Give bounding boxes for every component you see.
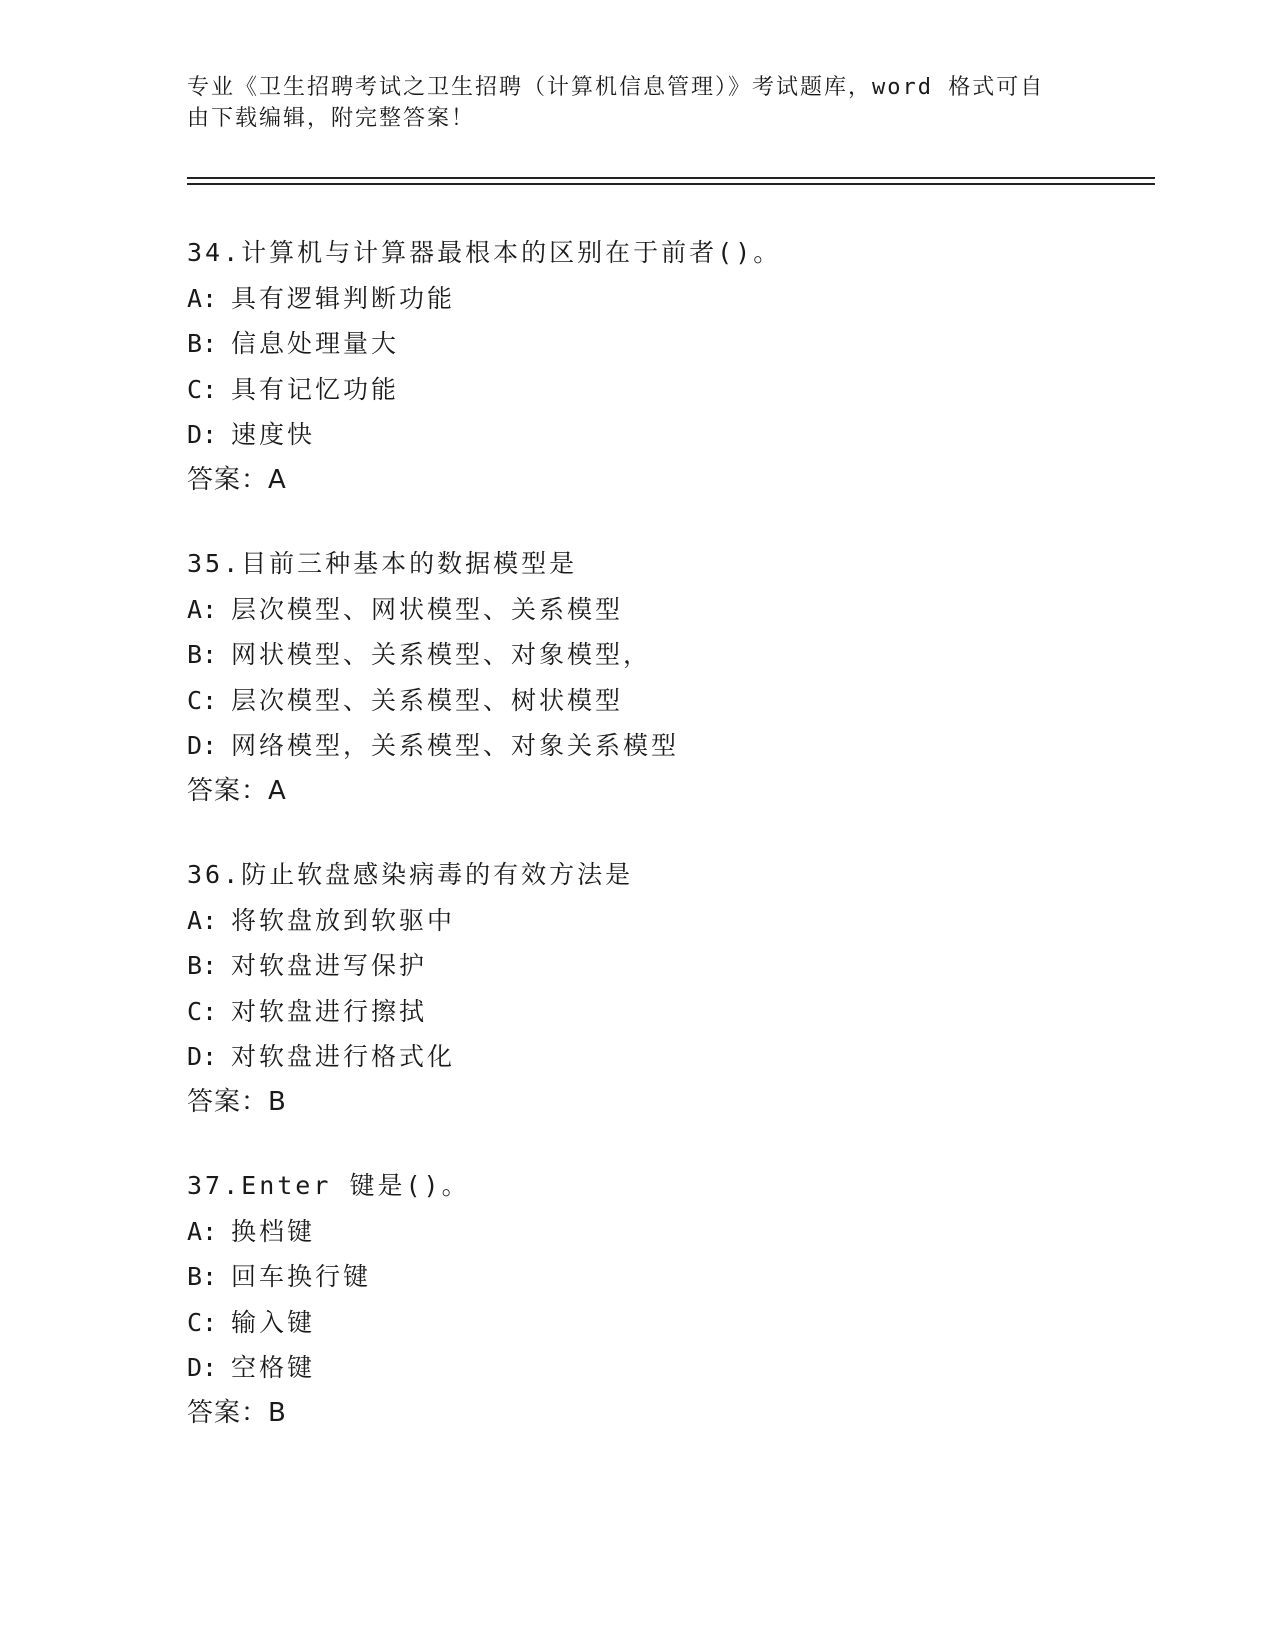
option-key: D: [187, 731, 218, 760]
option-text: 具有逻辑判断功能 [231, 283, 456, 313]
option-text: 层次模型、关系模型、树状模型 [231, 685, 624, 715]
question-title: 35.目前三种基本的数据模型是 [187, 549, 578, 578]
question-list [187, 230, 1147, 1474]
option-key: C: [187, 374, 218, 404]
option-key: B: [187, 329, 218, 358]
option-b [187, 943, 1147, 989]
question-title: 37.Enter 键是()。 [187, 1171, 470, 1200]
answer-line: 答案：A [187, 464, 287, 495]
option-text: 速度快 [231, 420, 316, 449]
option-text: 将软盘放到软驱中 [231, 905, 456, 935]
option-text: 网络模型，关系模型、对象关系模型 [231, 731, 680, 760]
option-key: B: [187, 951, 218, 980]
option-text: 空格键 [231, 1353, 316, 1382]
option-text: 对软盘进行擦拭 [231, 996, 428, 1026]
option-text: 回车换行键 [231, 1262, 372, 1291]
option-b [187, 321, 1147, 367]
option-c [187, 1300, 1147, 1346]
option-key: C: [187, 685, 218, 715]
option-b [187, 1254, 1147, 1300]
option-key: A: [187, 283, 218, 313]
option-text: 对软盘进行格式化 [231, 1042, 456, 1071]
document-header [187, 72, 1067, 134]
option-d [187, 1345, 1147, 1391]
option-a [187, 898, 1147, 944]
option-a [187, 276, 1147, 322]
option-a [187, 587, 1147, 633]
answer-line: 答案：A [187, 775, 287, 806]
header-divider-top [187, 177, 1155, 179]
question-36 [187, 852, 1147, 1125]
option-key: D: [187, 420, 218, 449]
option-key: C: [187, 996, 218, 1026]
answer-line: 答案：B [187, 1086, 287, 1117]
header-line-2: 由下载编辑，附完整答案！ [187, 106, 476, 131]
header-line-1: 专业《卫生招聘考试之卫生招聘（计算机信息管理）》考试题库，word 格式可自 [187, 75, 1045, 100]
option-text: 对软盘进写保护 [231, 951, 428, 980]
option-key: D: [187, 1042, 218, 1071]
option-d [187, 723, 1147, 769]
option-key: C: [187, 1307, 218, 1337]
header-divider-bottom [187, 183, 1155, 185]
option-d [187, 1034, 1147, 1080]
option-text: 层次模型、网状模型、关系模型 [231, 594, 624, 624]
option-text: 换档键 [231, 1216, 316, 1246]
option-text: 信息处理量大 [231, 329, 400, 358]
option-text: 输入键 [231, 1307, 316, 1337]
option-d [187, 412, 1147, 458]
option-key: A: [187, 905, 218, 935]
option-key: A: [187, 1216, 218, 1246]
option-c [187, 678, 1147, 724]
question-title: 36.防止软盘感染病毒的有效方法是 [187, 860, 634, 889]
option-b [187, 632, 1147, 678]
option-key: B: [187, 1262, 218, 1291]
question-title: 34.计算机与计算器最根本的区别在于前者()。 [187, 238, 782, 267]
option-key: B: [187, 640, 218, 669]
option-key: A: [187, 594, 218, 624]
option-text: 具有记忆功能 [231, 374, 400, 404]
option-c [187, 367, 1147, 413]
option-a [187, 1209, 1147, 1255]
question-35 [187, 541, 1147, 814]
answer-line: 答案：B [187, 1397, 287, 1428]
question-37 [187, 1163, 1147, 1436]
option-text: 网状模型、关系模型、对象模型， [231, 640, 652, 669]
option-key: D: [187, 1353, 218, 1382]
option-c [187, 989, 1147, 1035]
question-34 [187, 230, 1147, 503]
